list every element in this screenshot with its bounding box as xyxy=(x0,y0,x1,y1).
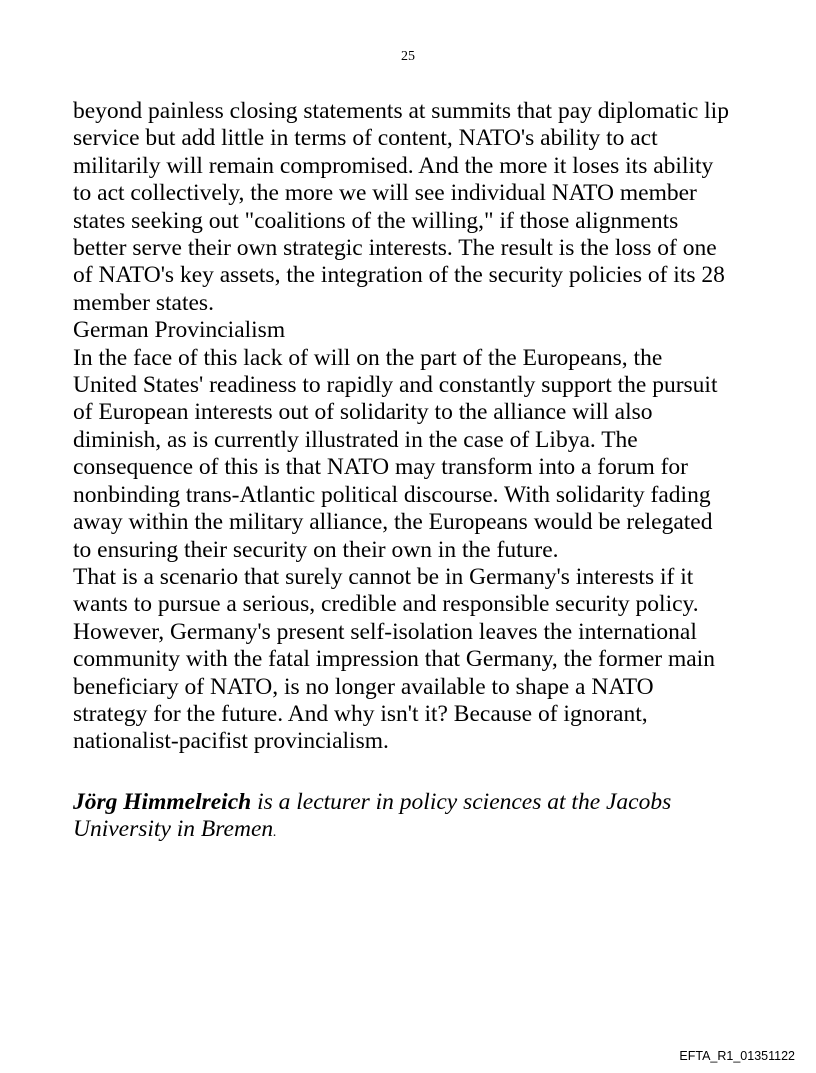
page-number: 25 xyxy=(401,49,415,64)
text-line: to act collectively, the more we will see individual NATO member xyxy=(73,180,697,207)
text-line: of NATO's key assets, the integration of the security policies of its 28 xyxy=(73,262,725,289)
text-line: beyond painless closing statements at summits that pay diplomatic lip xyxy=(73,98,729,124)
text-line: militarily will remain compromised. And the more it loses its ability xyxy=(73,152,714,179)
author-name: Jörg Himmelreich xyxy=(73,789,252,815)
text-line: strategy for the future. And why isn't it? Because of ignorant, xyxy=(73,700,648,727)
document-id: EFTA_R1_01351122 xyxy=(679,1049,795,1063)
text-line: member states. xyxy=(73,289,214,316)
text-line: community with the fatal impression that Germany, the former main xyxy=(73,646,715,673)
text-line: wants to pursue a serious, credible and responsible security policy. xyxy=(73,591,699,618)
byline-institution: University in Bremen xyxy=(73,816,274,843)
byline-line-2 xyxy=(73,816,773,846)
byline-description: is a lecturer in policy sciences at the Jacobs xyxy=(251,789,672,815)
byline-line-1 xyxy=(73,789,773,816)
byline-period: . xyxy=(273,825,277,841)
text-line: states seeking out "coalitions of the willing," if those alignments xyxy=(73,207,679,234)
text-line: service but add little in terms of content, NATO's ability to act xyxy=(73,125,658,152)
text-line: nationalist-pacifist provincialism. xyxy=(73,728,389,755)
text-line: nonbinding trans-Atlantic political discourse. With solidarity fading xyxy=(73,481,711,508)
article-body xyxy=(73,98,773,756)
text-line: That is a scenario that surely cannot be in Germany's interests if it xyxy=(73,563,694,590)
text-line: diminish, as is currently illustrated in the case of Libya. The xyxy=(73,426,638,453)
text-line: consequence of this is that NATO may transform into a forum for xyxy=(73,454,688,481)
text-line: United States' readiness to rapidly and constantly support the pursuit xyxy=(73,372,718,399)
section-heading: German Provincialism xyxy=(73,317,286,344)
text-line: away within the military alliance, the Europeans would be relegated xyxy=(73,509,713,536)
text-line: of European interests out of solidarity to the alliance will also xyxy=(73,399,653,426)
text-line: In the face of this lack of will on the part of the Europeans, the xyxy=(73,344,663,371)
text-line: better serve their own strategic interests. The result is the loss of one xyxy=(73,235,717,262)
text-line: However, Germany's present self-isolation leaves the international xyxy=(73,618,697,645)
author-byline xyxy=(73,789,773,847)
text-line: to ensuring their security on their own in the future. xyxy=(73,536,559,563)
text-line: beneficiary of NATO, is no longer available to shape a NATO xyxy=(73,673,654,700)
